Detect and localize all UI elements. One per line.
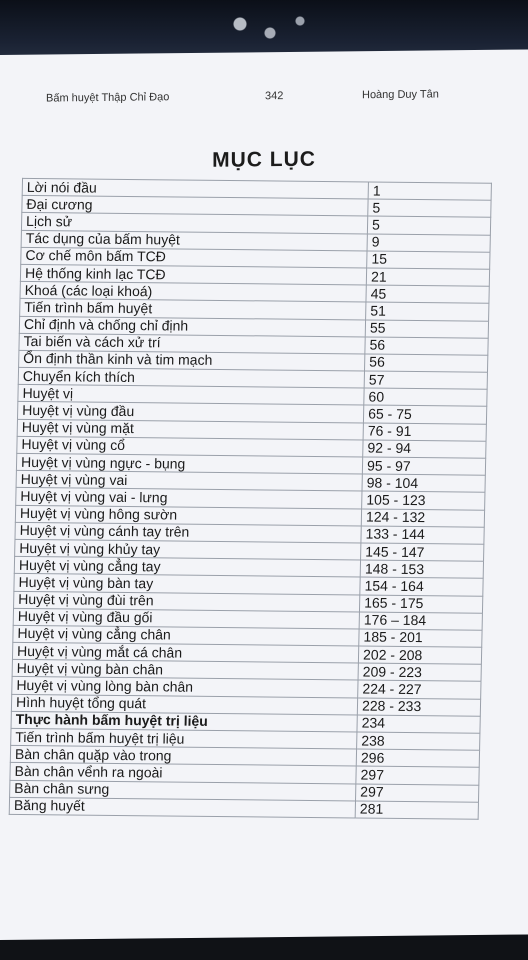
entry-page: 281: [355, 801, 478, 819]
entry-label: Bàn chân vểnh ra ngoài: [10, 763, 356, 784]
entry-label: Huyệt vị vùng lòng bàn chân: [12, 677, 358, 698]
entry-label: Huyệt vị vùng bàn chân: [12, 660, 358, 681]
entry-label: Huyệt vị vùng đầu gối: [13, 608, 359, 629]
entry-page: 145 - 147: [361, 543, 484, 561]
entry-label: Khoá (các loại khoá): [20, 281, 366, 302]
entry-page: 154 - 164: [360, 577, 483, 595]
entry-label: Hình huyệt tổng quát: [11, 694, 357, 715]
entry-page: 224 - 227: [358, 680, 481, 698]
entry-label: Đại cương: [22, 196, 368, 217]
entry-label: Chỉ định và chống chỉ định: [19, 316, 365, 337]
entry-label: Huyệt vị vùng vai - lưng: [16, 488, 362, 509]
entry-label: Hệ thống kinh lạc TCĐ: [20, 264, 366, 285]
entry-page: 65 - 75: [363, 405, 486, 423]
entry-label: Huyệt vị vùng đùi trên: [14, 591, 360, 612]
entry-page: 76 - 91: [363, 423, 486, 441]
entry-label: Tiến trình bấm huyệt trị liệu: [11, 728, 357, 749]
table-of-contents: [9, 178, 492, 820]
entry-label: Huyệt vị vùng cổ: [17, 436, 363, 457]
entry-label: Thực hành bấm huyệt trị liệu: [11, 711, 357, 732]
book-page: [0, 49, 528, 940]
entry-page: 228 - 233: [357, 698, 480, 716]
entry-label: Huyệt vị vùng ngực - bụng: [16, 453, 362, 474]
entry-label: Huyệt vị vùng đầu: [18, 402, 364, 423]
entry-label: Huyệt vị vùng vai: [16, 471, 362, 492]
bottom-shadow: [0, 940, 528, 960]
entry-label: Bàn chân sưng: [10, 780, 356, 801]
entry-page: 15: [367, 251, 490, 269]
entry-page: 9: [367, 234, 490, 252]
entry-page: 148 - 153: [360, 560, 483, 578]
entry-page: 209 - 223: [358, 663, 481, 681]
entry-page: 56: [365, 354, 488, 372]
entry-page: 202 - 208: [358, 646, 481, 664]
entry-page: 105 - 123: [362, 491, 485, 509]
entry-label: Cơ chế môn bấm TCĐ: [21, 247, 367, 268]
entry-page: 124 - 132: [361, 509, 484, 527]
entry-page: 296: [356, 749, 479, 767]
entry-label: Huyệt vị vùng khủy tay: [15, 539, 361, 560]
entry-label: Huyệt vị: [18, 385, 364, 406]
entry-label: Huyệt vị vùng bàn tay: [14, 574, 360, 595]
entry-page: 1: [368, 182, 491, 200]
entry-page: 95 - 97: [362, 457, 485, 475]
entry-label: Bàn chân quặp vào trong: [10, 746, 356, 767]
entry-page: 234: [357, 715, 480, 733]
entry-page: 185 - 201: [359, 629, 482, 647]
entry-label: Lời nói đầu: [22, 178, 368, 199]
page-title: MỤC LỤC: [212, 147, 316, 172]
running-header-title: Bấm huyệt Thập Chỉ Đạo: [46, 91, 170, 105]
entry-label: Chuyển kích thích: [18, 367, 364, 388]
entry-page: 21: [366, 268, 489, 286]
entry-label: Huyệt vị vùng mặt: [17, 419, 363, 440]
entry-page: 98 - 104: [362, 474, 485, 492]
entry-page: 176 – 184: [359, 612, 482, 630]
entry-page: 56: [365, 337, 488, 355]
entry-label: Huyệt vị vùng cẳng tay: [14, 556, 360, 577]
entry-label: Huyệt vị vùng mắt cá chân: [12, 642, 358, 663]
entry-label: Huyệt vị vùng cánh tay trên: [15, 522, 361, 543]
entry-page: 57: [364, 371, 487, 389]
entry-page: 297: [356, 766, 479, 784]
entry-label: Băng huyết: [9, 797, 355, 818]
entry-label: Lịch sử: [21, 213, 367, 234]
entry-page: 55: [365, 319, 488, 337]
entry-page: 51: [366, 302, 489, 320]
entry-page: 45: [366, 285, 489, 303]
page-number: 342: [265, 90, 284, 103]
entry-page: 5: [368, 199, 491, 217]
entry-label: Tai biến và cách xử trí: [19, 333, 365, 354]
entry-page: 60: [364, 388, 487, 406]
entry-page: 5: [367, 216, 490, 234]
entry-label: Ổn định thần kinh và tim mạch: [19, 350, 365, 371]
entry-page: 165 - 175: [360, 594, 483, 612]
entry-label: Huyệt vị vùng cẳng chân: [13, 625, 359, 646]
running-header-author: Hoàng Duy Tân: [362, 88, 439, 102]
entry-label: Tác dụng của bấm huyệt: [21, 230, 367, 251]
entry-page: 92 - 94: [363, 440, 486, 458]
entry-label: Huyệt vị vùng hông sườn: [15, 505, 361, 526]
entry-page: 297: [356, 784, 479, 802]
entry-page: 238: [357, 732, 480, 750]
entry-page: 133 - 144: [361, 526, 484, 544]
entry-label: Tiến trình bấm huyệt: [20, 299, 366, 320]
table-row: [9, 797, 478, 819]
